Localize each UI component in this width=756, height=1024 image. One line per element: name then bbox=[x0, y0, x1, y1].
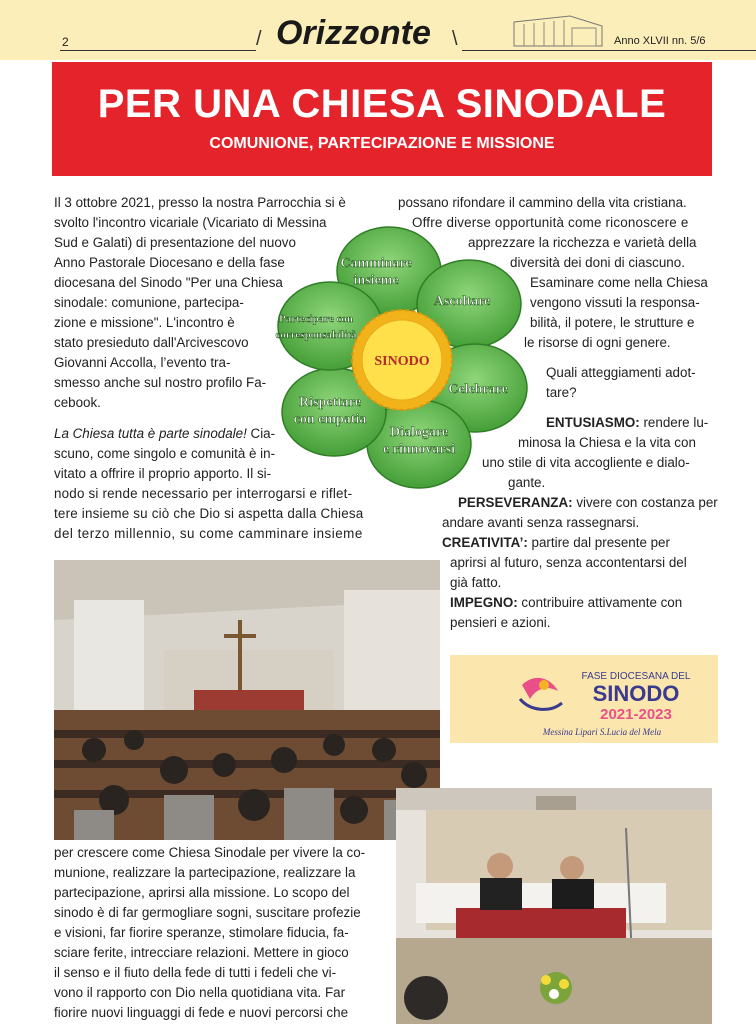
text-line: Sud e Galati) di presentazione del nuovo bbox=[54, 235, 296, 250]
text-line: munione, realizzare la partecipazione, realizzare la bbox=[54, 865, 356, 880]
header-slash-left: / bbox=[256, 28, 262, 50]
text-line: uno stile di vita accogliente e dialo- bbox=[482, 455, 690, 470]
text-fragment: contribuire attivamente con bbox=[517, 595, 683, 610]
text-line: e visioni, far fiorire speranze, stimolare fiducia, fa- bbox=[54, 925, 349, 940]
attitude-entusiasmo bbox=[546, 413, 708, 433]
text-line: vitato a offrire il proprio apporto. Il si- bbox=[54, 466, 272, 481]
text-line: del terzo millennio, su come camminare insieme bbox=[54, 526, 363, 541]
logo-line3: 2021-2023 bbox=[600, 706, 672, 723]
text-line: il senso e il fiuto della fede di tutti i fedeli che vi- bbox=[54, 965, 337, 980]
text-line: cebook. bbox=[54, 395, 101, 410]
issue-label: Anno XLVII nn. 5/6 bbox=[614, 35, 706, 47]
sinodo-logo-graphic bbox=[450, 655, 718, 743]
header-rule-left bbox=[60, 50, 256, 51]
petal-label: Rispettare bbox=[299, 395, 361, 410]
petal-label: insieme bbox=[353, 273, 399, 288]
text-line: le risorse di ogni genere. bbox=[524, 335, 671, 350]
attitude-label: CREATIVITA’: bbox=[442, 535, 528, 550]
attitude-creativita bbox=[442, 533, 670, 553]
text-line: Esaminare come nella Chiesa bbox=[530, 275, 708, 290]
petal-label: Ascoltare bbox=[433, 294, 491, 309]
text-line: aprirsi al futuro, senza accontentarsi del bbox=[450, 555, 687, 570]
text-line: sinodo è di far germogliare sogni, suscitare profezie bbox=[54, 905, 361, 920]
text-line: già fatto. bbox=[450, 575, 502, 590]
church-assembly-photo bbox=[54, 560, 440, 840]
text-line: svolto l'incontro vicariale (Vicariato di Messina bbox=[54, 215, 327, 230]
text-line: possano rifondare il cammino della vita cristiana. bbox=[398, 195, 687, 210]
question-line: Quali atteggiamenti adot- bbox=[546, 365, 696, 380]
text-line bbox=[54, 424, 275, 444]
text-line: vengono vissuti la responsa- bbox=[530, 295, 700, 310]
sinodo-flower-graphic bbox=[272, 226, 530, 494]
text-line: stato presieduto dall'Arcivescovo bbox=[54, 335, 249, 350]
text-line: diversità dei doni di ciascuno. bbox=[510, 255, 685, 270]
text-line: nodo si rende necessario per interrogarsi e riflet- bbox=[54, 486, 353, 501]
logo-line2: SINODO bbox=[592, 681, 680, 706]
text-line: gante. bbox=[508, 475, 546, 490]
attitude-label: ENTUSIASMO: bbox=[546, 415, 640, 430]
question-line: tare? bbox=[546, 385, 577, 400]
logo-line1: FASE DIOCESANA DEL bbox=[581, 671, 691, 682]
text-fragment: partire dal presente per bbox=[527, 535, 670, 550]
page-number: 2 bbox=[62, 35, 69, 49]
text-line: sciare ferite, intrecciare relazioni. Mettere in gioco bbox=[54, 945, 349, 960]
text-line: bilità, il potere, le strutture e bbox=[530, 315, 695, 330]
text-line: per crescere come Chiesa Sinodale per vivere la co- bbox=[54, 845, 366, 860]
attitude-label: PERSEVERANZA: bbox=[458, 495, 573, 510]
petal-label: Partecipare con bbox=[278, 313, 354, 325]
text-line: minosa la Chiesa e la vita con bbox=[518, 435, 696, 450]
header-rule-right bbox=[462, 50, 756, 51]
attitude-perseveranza bbox=[458, 493, 718, 513]
text-line: diocesana del Sinodo "Per una Chiesa bbox=[54, 275, 283, 290]
title-banner bbox=[52, 62, 712, 176]
petal-label: e rinnovarsi bbox=[383, 442, 455, 457]
text-fragment: vivere con costanza per bbox=[572, 495, 718, 510]
text-line: sinodale: comunione, partecipa- bbox=[54, 295, 244, 310]
italic-lead: La Chiesa tutta è parte sinodale! bbox=[54, 426, 247, 441]
text-line: fiorire nuovi linguaggi di fede e nuovi percorsi che bbox=[54, 1005, 349, 1020]
text-fragment: Cia- bbox=[246, 426, 276, 441]
text-line: zione e missione". L'incontro è bbox=[54, 315, 235, 330]
text-line: smesso anche sul nostro profilo Fa- bbox=[54, 375, 267, 390]
petal-label: corresponsabilità bbox=[275, 329, 357, 341]
text-line: Offre diverse opportunità come riconoscere e bbox=[412, 215, 689, 230]
text-line: partecipazione, aprirsi alla missione. Lo scopo del bbox=[54, 885, 350, 900]
petal-label: con empatia bbox=[293, 412, 367, 427]
petal-label: Camminare bbox=[340, 256, 412, 271]
text-line: Il 3 ottobre 2021, presso la nostra Parrocchia si è bbox=[54, 195, 346, 210]
presiding-table-illustration bbox=[396, 788, 712, 1024]
article-title: PER UNA CHIESA SINODALE bbox=[97, 82, 667, 126]
church-assembly-illustration bbox=[54, 560, 440, 840]
presiding-table-photo bbox=[396, 788, 712, 1024]
header-slash-right: \ bbox=[452, 28, 458, 50]
text-fragment: rendere lu- bbox=[639, 415, 709, 430]
text-line: apprezzare la ricchezza e varietà della bbox=[468, 235, 697, 250]
petal-label: Dialogare bbox=[389, 425, 449, 440]
flower-center-label: SINODO bbox=[374, 354, 430, 369]
petal-label: Celebrare bbox=[448, 382, 508, 397]
text-line: tere insieme su ciò che Dio si aspetta dalla Chiesa bbox=[54, 506, 364, 521]
sinodo-diocesan-logo bbox=[450, 655, 718, 743]
magazine-title: Orizzonte bbox=[276, 14, 431, 52]
attitude-impegno bbox=[450, 593, 682, 613]
text-line: vono il rapporto con Dio nella quotidiana vita. Far bbox=[54, 985, 346, 1000]
text-line: Giovanni Accolla, l’evento tra- bbox=[54, 355, 231, 370]
attitude-label: IMPEGNO: bbox=[450, 595, 518, 610]
article-subtitle: COMUNIONE, PARTECIPAZIONE E MISSIONE bbox=[209, 135, 555, 152]
text-line: pensieri e azioni. bbox=[450, 615, 551, 630]
text-line: scuno, come singolo e comunità è in- bbox=[54, 446, 276, 461]
text-line: andare avanti senza rassegnarsi. bbox=[442, 515, 640, 530]
church-logo bbox=[510, 12, 606, 48]
text-line: Anno Pastorale Diocesano e della fase bbox=[54, 255, 285, 270]
logo-line4: Messina Lipari S.Lucia del Mela bbox=[542, 727, 662, 737]
